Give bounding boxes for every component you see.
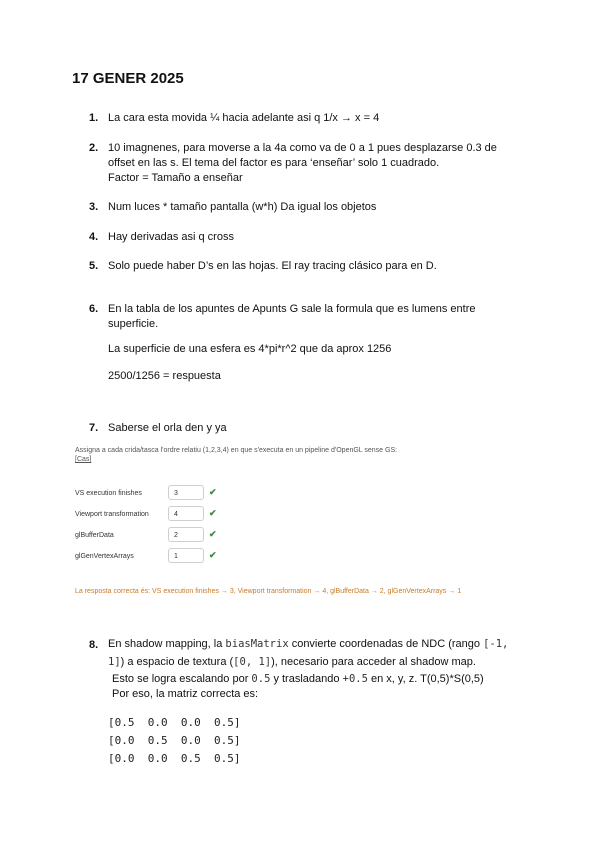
embedded-quiz-image	[75, 446, 535, 606]
item8-line-3	[112, 672, 532, 687]
text-span: En shadow mapping, la	[108, 638, 226, 650]
item-text: Factor = Tamaño a enseñar	[108, 172, 243, 184]
text-span: ), necesario para acceder al shadow map.	[271, 656, 476, 668]
quiz-answer-box: 1	[168, 548, 204, 563]
check-icon: ✔	[209, 508, 217, 518]
item-text: offset en las s. El tema del factor es para ‘enseñar’ solo 1 cuadrado.	[108, 157, 440, 169]
item-number: 1.	[89, 112, 99, 124]
item-number: 2.	[89, 142, 99, 154]
item-text: Hay derivadas asi q cross	[108, 231, 234, 243]
item-text: Solo puede haber D’s en las hojas. El ray tracing clásico para en D.	[108, 260, 437, 272]
item8-line-1	[108, 637, 548, 652]
code-span: 1]	[108, 656, 121, 668]
code-span: [-1,	[483, 638, 509, 650]
quiz-row-label: glBufferData	[75, 532, 114, 539]
item-text: La cara esta movida ¼ hacia adelante asi q 1/x → x = 4	[108, 112, 380, 124]
item8-line-4: Por eso, la matriz correcta es:	[112, 688, 259, 700]
item-number: 8.	[89, 639, 99, 651]
code-span: 0.5	[251, 673, 271, 685]
check-icon: ✔	[209, 550, 217, 560]
quiz-row-label: glGenVertexArrays	[75, 553, 134, 560]
check-icon: ✔	[209, 529, 217, 539]
item-text: 2500/1256 = respuesta	[108, 370, 221, 382]
text-span: y trasladando +	[270, 673, 349, 685]
text-span: en x, y, z. T(0,5)*S(0,5)	[367, 673, 484, 685]
code-span: biasMatrix	[225, 638, 289, 650]
item-text: La superficie de una esfera es 4*pi*r^2 que da aprox 1256	[108, 343, 392, 355]
quiz-correct-answer: La resposta correcta és: VS execution finishes → 3, Viewport transformation → 4, glBufferData → 2, glGenVertexArrays → 1	[75, 588, 462, 595]
item-text: 10 imagnenes, para moverse a la 4a como va de 0 a 1 pues desplazarse 0.3 de	[108, 142, 497, 154]
item-number: 5.	[89, 260, 99, 272]
quiz-answer-box: 4	[168, 506, 204, 521]
quiz-question: Assigna a cada crida/tasca l'ordre relatiu (1,2,3,4) en que s'executa en un pipeline d'OpenGL sense GS:	[75, 447, 398, 454]
quiz-answer-box: 2	[168, 527, 204, 542]
item8-line-2	[108, 655, 548, 670]
item-number: 7.	[89, 422, 99, 434]
page-title: 17 GENER 2025	[72, 70, 184, 87]
quiz-row-label: Viewport transformation	[75, 511, 149, 518]
matrix-row: [0.5 0.0 0.0 0.5]	[108, 716, 241, 729]
matrix-row: [0.0 0.0 0.5 0.5]	[108, 752, 241, 765]
check-icon: ✔	[209, 487, 217, 497]
text-span: ) a espacio de textura (	[120, 656, 234, 668]
code-span: [0, 1]	[233, 656, 272, 668]
quiz-answer-box: 3	[168, 485, 204, 500]
item-number: 3.	[89, 201, 99, 213]
text-span: Esto se logra escalando por	[112, 673, 252, 685]
item-text: Saberse el orla den y ya	[108, 422, 227, 434]
item-number: 6.	[89, 303, 99, 315]
matrix-row: [0.0 0.5 0.0 0.5]	[108, 734, 241, 747]
text-span: convierte coordenadas de NDC (rango	[288, 638, 484, 650]
code-span: 0.5	[348, 673, 368, 685]
item-text: En la tabla de los apuntes de Apunts G sale la formula que es lumens entre	[108, 303, 476, 315]
quiz-case-link: [Cas]	[75, 456, 92, 463]
item-text: superficie.	[108, 318, 159, 330]
quiz-row-label: VS execution finishes	[75, 490, 142, 497]
item-number: 4.	[89, 231, 99, 243]
item-text: Num luces * tamaño pantalla (w*h) Da igual los objetos	[108, 201, 377, 213]
